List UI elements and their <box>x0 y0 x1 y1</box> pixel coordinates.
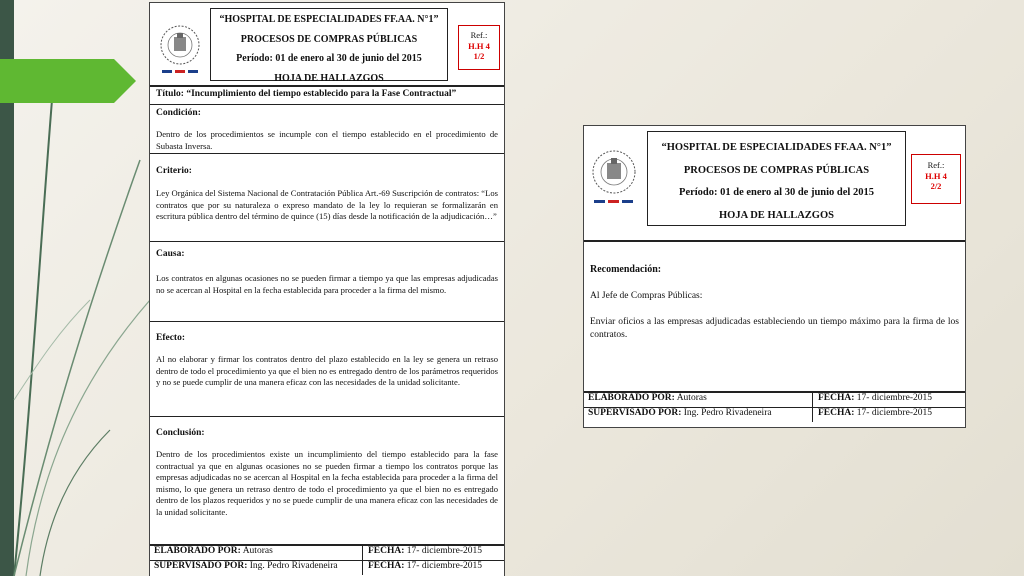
ref-page: 2/2 <box>930 181 942 192</box>
date-value: 17- diciembre-2015 <box>856 393 932 403</box>
date-value: 17- diciembre-2015 <box>406 546 482 556</box>
hospital-seal-logo <box>590 148 638 210</box>
effect-heading: Efecto: <box>156 333 186 343</box>
recipient-text: Al Jefe de Compras Públicas: <box>590 291 703 301</box>
divider <box>584 240 965 242</box>
supervised-value: Ing. Pedro Rivadeneira <box>249 561 338 571</box>
ref-code: H.H 4 <box>468 40 490 51</box>
divider <box>812 408 813 422</box>
document-header <box>647 131 906 226</box>
document-type: HOJA DE HALLAZGOS <box>719 209 834 221</box>
document-type: HOJA DE HALLAZGOS <box>274 72 384 84</box>
date-value: 17- diciembre-2015 <box>856 408 932 418</box>
divider <box>150 321 504 322</box>
supervised-row <box>584 408 965 422</box>
divider <box>362 546 363 560</box>
conclusion-heading: Conclusión: <box>156 428 205 438</box>
supervised-label: SUPERVISADO POR: <box>588 408 682 418</box>
condition-heading: Condición: <box>156 108 201 118</box>
supervised-value: Ing. Pedro Rivadeneira <box>683 408 772 418</box>
hospital-name: “HOSPITAL DE ESPECIALIDADES FF.AA. N°1” <box>219 14 439 25</box>
ref-label: Ref.: <box>470 30 488 40</box>
date-label: FECHA: <box>368 561 405 571</box>
green-arrow-icon <box>0 59 136 103</box>
finding-title: Título: “Incumplimiento del tiempo establecido para la Fase Contractual” <box>156 89 457 99</box>
reference-box <box>458 25 500 70</box>
period-text: Período: 01 de enero al 30 de junio del 2015 <box>236 53 422 64</box>
divider <box>150 104 504 105</box>
date-value: 17- diciembre-2015 <box>406 561 482 571</box>
hospital-seal-logo <box>158 23 202 81</box>
effect-text: Al no elaborar y firmar los contratos dentro del plazo establecido en la ley se genera un retraso dentro de todo el procedimiento ya que el bien no es entregado dentro de los parámetros requeridos y no se puede cumplir de una manera eficaz con las necesidades de la unidad solicitante. <box>156 354 498 388</box>
condition-text: Dentro de los procedimientos se incumple con el tiempo establecido en el procedimiento de Subasta Inversa. <box>156 129 498 151</box>
elaborated-value: Autoras <box>242 546 273 556</box>
finding-sheet-page-2 <box>583 125 966 428</box>
period-text: Período: 01 de enero al 30 de junio del 2015 <box>679 187 874 199</box>
date-label: FECHA: <box>818 393 855 403</box>
divider <box>812 393 813 407</box>
ref-code: H.H 4 <box>925 170 947 181</box>
divider <box>150 85 504 87</box>
conclusion-text: Dentro de los procedimientos existe un incumplimiento del tiempo establecido para la fase contractual ya que en algunas ocasiones no se pueden firmar a tiempo los contratos porque las empresas adjudicadas no se acercan al Hospital en la fecha establecida para proceder a la firma del mismo, lo que genera un retraso dentro de todo el procedimiento ya que el bien no es entregado dentro de los plazos requeridos y no se puede cumplir de una manera eficaz con las necesidades de la unidad solicitante. <box>156 449 498 517</box>
ref-page: 1/2 <box>473 51 485 62</box>
criterion-heading: Criterio: <box>156 166 192 176</box>
elaborated-label: ELABORADO POR: <box>588 393 675 403</box>
divider <box>150 241 504 242</box>
reference-box <box>911 154 961 204</box>
supervised-label: SUPERVISADO POR: <box>154 561 248 571</box>
document-header <box>210 8 448 84</box>
recommendation-text: Enviar oficios a las empresas adjudicadas estableciendo un tiempo máximo para la firma de los contratos. <box>590 317 959 341</box>
criterion-text: Ley Orgánica del Sistema Nacional de Contratación Pública Art.-69 Suscripción de contratos: “Los contratos que por su naturaleza o expreso mandato de la ley lo requieran se formalizarán en escritura pública dentro del término de quince (15) días desde la notificación de la adjudicación…” <box>156 188 498 222</box>
hospital-name: “HOSPITAL DE ESPECIALIDADES FF.AA. N°1” <box>661 142 892 153</box>
date-label: FECHA: <box>368 546 405 556</box>
process-name: PROCESOS DE COMPRAS PÚBLICAS <box>683 164 870 176</box>
date-label: FECHA: <box>818 408 855 418</box>
divider <box>362 561 363 575</box>
ref-label: Ref.: <box>927 160 945 170</box>
cause-heading: Causa: <box>156 249 185 259</box>
recommendation-heading: Recomendación: <box>590 264 662 275</box>
elaborated-label: ELABORADO POR: <box>154 546 241 556</box>
elaborated-value: Autoras <box>676 393 707 403</box>
divider <box>150 153 504 154</box>
process-name: PROCESOS DE COMPRAS PÚBLICAS <box>240 33 418 45</box>
cause-text: Los contratos en algunas ocasiones no se pueden firmar a tiempo ya que las empresas adjudicadas no se acercan al Hospital en la fecha establecida para proceder a la firma del mismo. <box>156 273 498 295</box>
elaborated-row <box>150 546 504 560</box>
elaborated-row <box>584 393 965 407</box>
supervised-row <box>150 561 504 575</box>
finding-sheet-page-1 <box>149 2 505 576</box>
divider <box>150 416 504 417</box>
